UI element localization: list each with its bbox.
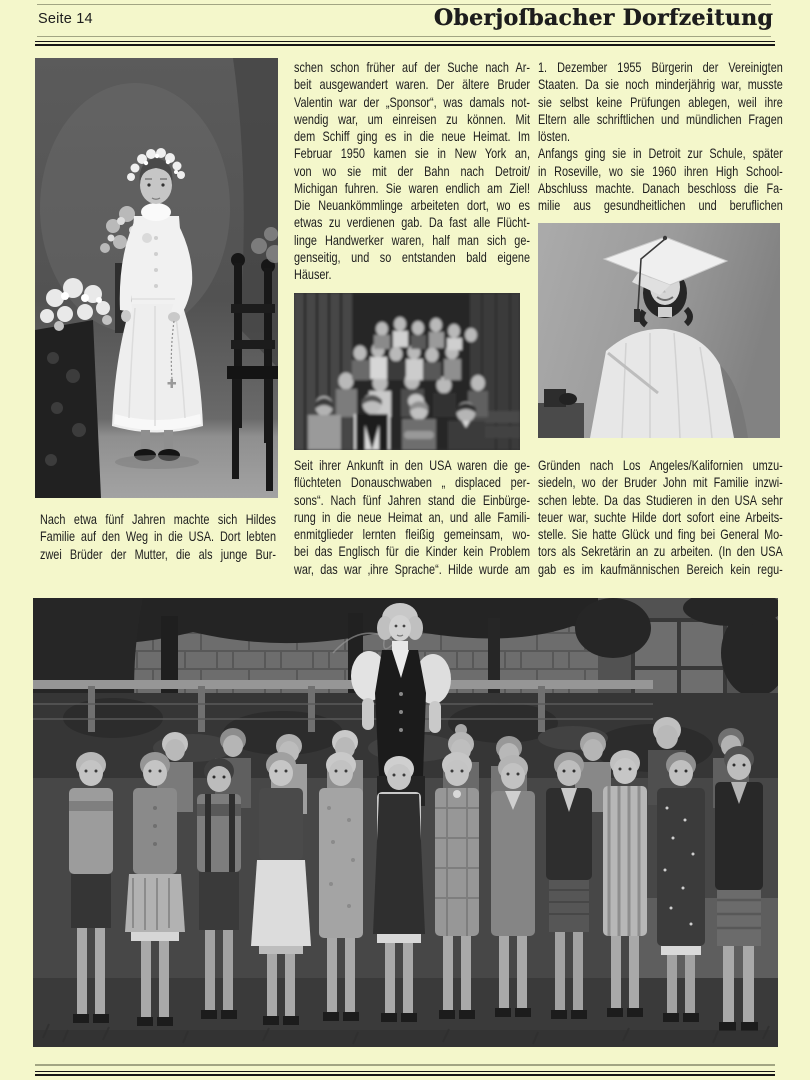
text-line: wendig war, um einreisen zu können. Mit xyxy=(294,111,530,127)
text-line: milie aus gesundheitlichen und beruflichen xyxy=(538,198,783,213)
footer-olive-rule xyxy=(35,1064,775,1066)
text-line: war, das war ‚ihre Sprache“. Hilde wurde am xyxy=(294,561,530,577)
text-line: bei das Englisch für die Kinder kein Problem xyxy=(294,544,530,560)
text-line: genseitig, und so entstanden bald eigene xyxy=(294,249,530,265)
middle-column-paragraph-1 xyxy=(294,59,530,283)
text-line: Staaten. Da sie noch minderjährig war, musste xyxy=(538,77,783,93)
middle-column-paragraph-2 xyxy=(294,457,530,578)
text-line: Gründen nach Los Angeles/Kalifornien umzu- xyxy=(538,458,783,473)
text-line: enmitglieder lernten fleißig gemeinsam, wo- xyxy=(294,527,530,542)
right-column-paragraph-2 xyxy=(538,145,783,214)
text-line: von wo sie mit der Bahn nach Detroit/ xyxy=(294,163,530,179)
right-column-paragraph-3 xyxy=(538,457,783,578)
text-line: Die Neuankömmlinge arbeiteten dort, wo es xyxy=(294,198,530,213)
header-black-rule-thin xyxy=(35,41,775,42)
graduation-photo-art xyxy=(538,223,780,438)
text-line: schen schon früher auf der Suche nach Ar- xyxy=(294,60,530,75)
right-column-top xyxy=(538,59,783,214)
communion-photo-art xyxy=(35,58,278,498)
group-photo-art xyxy=(294,293,520,450)
text-line: zwei Brüder der Mutter, die als junge Bur- xyxy=(40,546,276,562)
class-photo xyxy=(33,598,778,1047)
group-photo xyxy=(294,293,520,450)
text-line: 1. Dezember 1955 Bürgerin der Vereinigten xyxy=(538,60,783,75)
text-line: tors als Sekretärin an zu arbeiten. (In den USA xyxy=(538,544,783,560)
text-line: Häuser. xyxy=(294,267,332,282)
text-line: Abschluss machte. Danach beschloss die Fa- xyxy=(538,180,783,196)
communion-photo xyxy=(35,58,278,498)
text-line: teuer war, suchte Hilde dort sofort eine Arbeits- xyxy=(538,509,783,525)
page-number: Seite 14 xyxy=(38,11,93,27)
text-line: Familie auf den Weg in die USA. Dort lebten xyxy=(40,529,276,545)
header-thin-rule xyxy=(37,36,771,37)
text-line: stelle. Sie hatte Glück und fing bei General Mo- xyxy=(538,527,783,542)
text-line: in Roseville, wo sie 1960 ihren High School- xyxy=(538,163,783,179)
text-line: etwas zu verdienen gab. Da fast alle Flücht- xyxy=(294,215,530,231)
masthead-title: Oberjoſbacher Dorfzeitung xyxy=(433,5,773,31)
text-line: Nach etwa fünf Jahren machte sich Hildes xyxy=(40,512,276,527)
text-line: siedeln, wo der Bruder John mit Familie inzwi- xyxy=(538,475,783,491)
footer-black-rule-thin xyxy=(35,1071,775,1072)
text-line: gab es im kaufmännischen Bereich kein regu- xyxy=(538,561,783,577)
class-photo-art xyxy=(33,598,778,1047)
text-line: rung in die neue Heimat an, und alle Famili- xyxy=(294,509,530,525)
text-line: Michigan fuhren. Sie waren endlich am Ziel! xyxy=(294,180,530,196)
text-line: schen lebte. Da das Studieren in den USA sehr xyxy=(538,492,783,508)
text-line: flüchteten Donauschwaben „ displaced per- xyxy=(294,475,530,491)
text-line: sie selbst keine Prüfungen ablegen, weil ihre xyxy=(538,94,783,110)
text-line: lösten. xyxy=(538,129,571,144)
text-line: dem Schiff ging es in die neue Heimat. Im xyxy=(294,129,530,144)
text-line: sons“. Nach fünf Jahren stand die Einbürge- xyxy=(294,492,530,508)
graduation-photo xyxy=(538,223,780,438)
text-line: beit ausgewandert waren. Der ältere Bruder xyxy=(294,77,530,93)
text-line: linge Handwerker waren, half man sich ge- xyxy=(294,232,530,248)
text-line: Eltern alle schriftlichen und mündlichen Fragen xyxy=(538,111,783,127)
left-column-caption xyxy=(40,511,276,563)
text-line: Februar 1950 kamen sie in New York an, xyxy=(294,146,530,162)
text-line: Seit ihrer Ankunft in den USA waren die ge- xyxy=(294,458,530,473)
footer-black-rule-thick xyxy=(35,1074,775,1076)
text-line: Anfangs ging sie in Detroit zur Schule, später xyxy=(538,146,783,162)
header-black-rule-thick xyxy=(35,44,775,46)
right-column-paragraph-1 xyxy=(538,59,783,145)
text-line: Valentin war der „Sponsor“, was damals not- xyxy=(294,94,530,110)
